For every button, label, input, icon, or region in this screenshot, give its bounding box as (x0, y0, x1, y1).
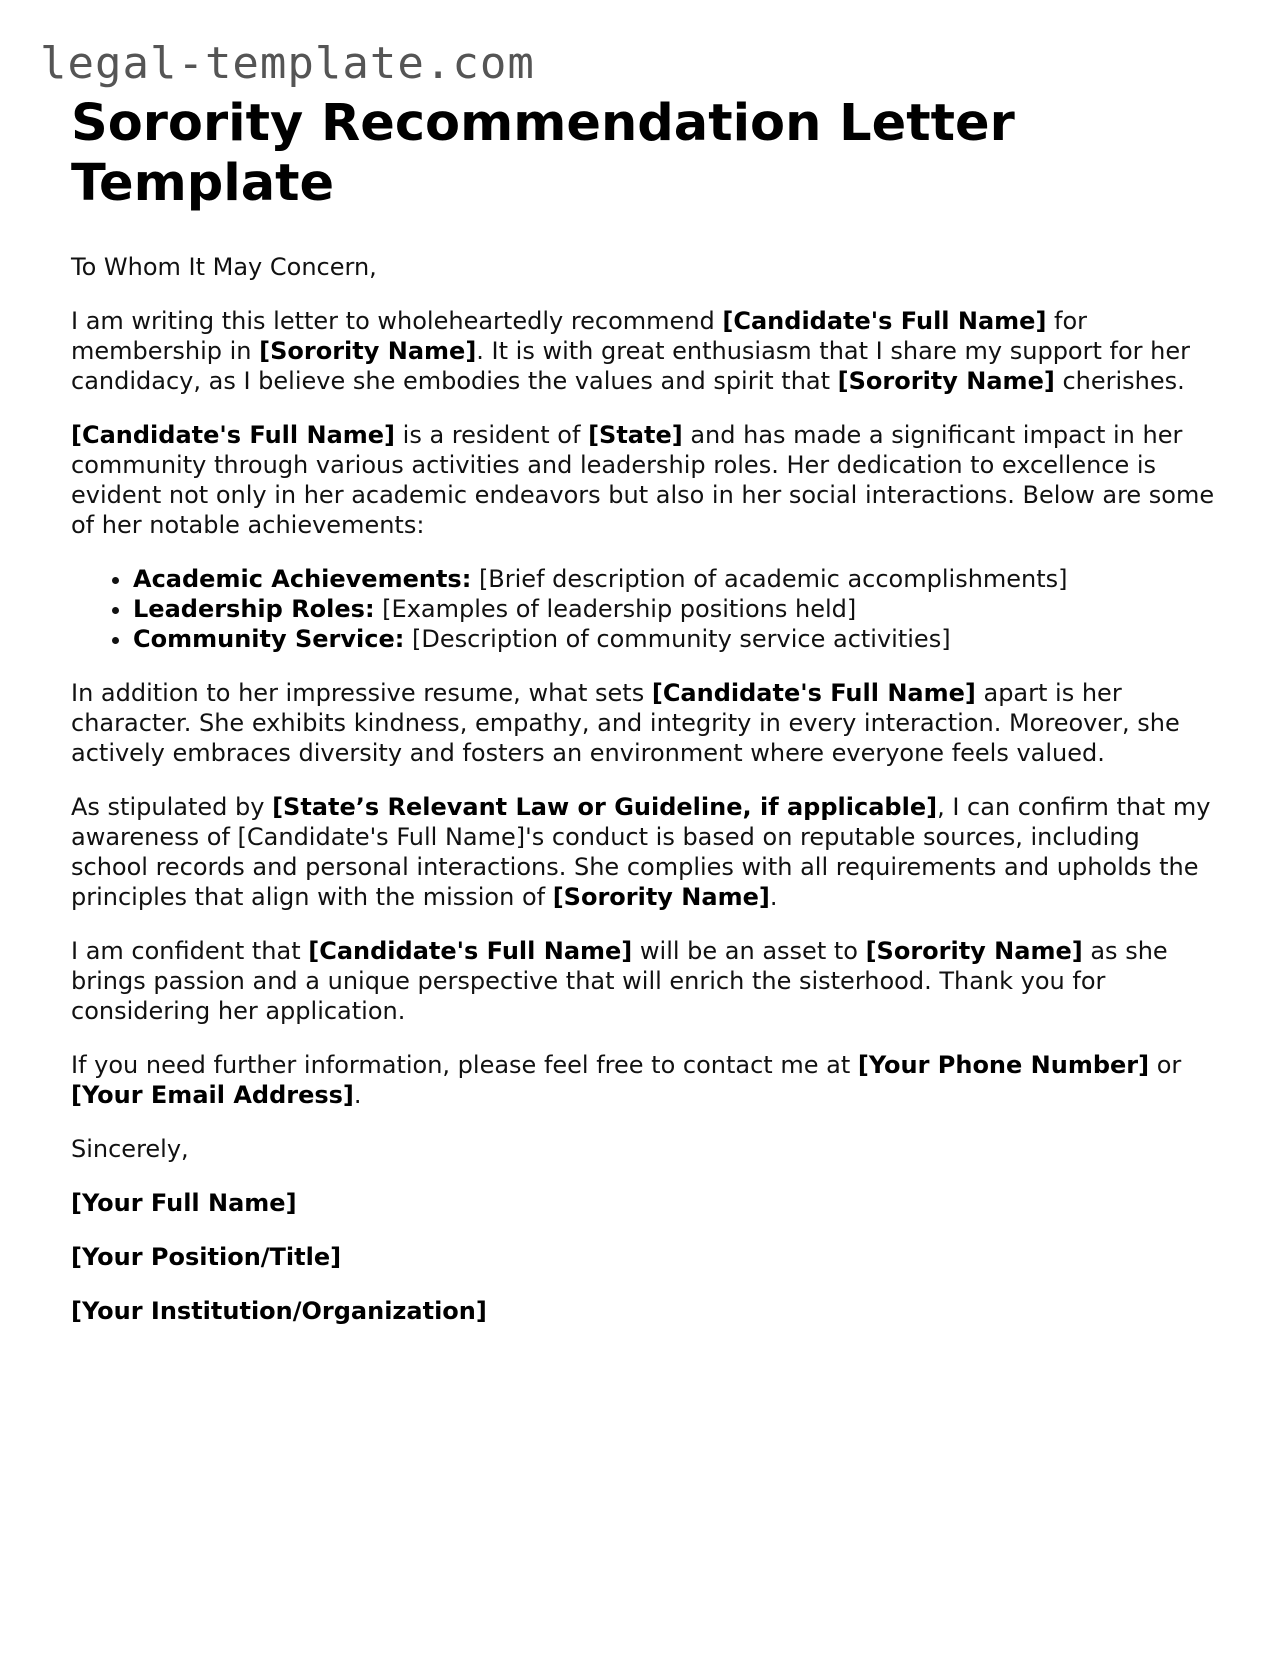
achievements-list (71, 564, 1221, 654)
text: If you need further information, please feel free to contact me at (71, 1051, 858, 1079)
placeholder-candidate-name: [Candidate's Full Name] (651, 679, 976, 707)
signature-position (71, 1242, 1221, 1272)
placeholder-institution: [Your Institution/Organization] (71, 1297, 487, 1325)
text: and has made a significant impact in her community through various activities and leadership roles. Her dedication to excellence is evident not only in her academic endeavors but also in her social interactions. Below are some of her notable achievements: (71, 421, 1215, 539)
placeholder-position: [Your Position/Title] (71, 1243, 342, 1271)
text: apart is her character. She exhibits kindness, empathy, and integrity in every interaction. Moreover, she actively embraces diversity and fosters an environment where everyone feels valued. (71, 679, 1180, 767)
achievement-text: [Examples of leadership positions held] (374, 595, 857, 623)
list-item (133, 624, 1221, 654)
achievement-label: Community Service: (133, 625, 405, 653)
placeholder-candidate-name: [Candidate's Full Name] (308, 937, 633, 965)
letter-document (71, 94, 1221, 1350)
text: as she brings passion and a unique perspective that will enrich the sisterhood. Thank you for considering her application. (71, 937, 1168, 1025)
text: is a resident of (395, 421, 589, 449)
signoff-block (71, 1134, 1221, 1326)
text: or (1149, 1051, 1182, 1079)
placeholder-candidate-name: [Candidate's Full Name] (722, 307, 1047, 335)
site-watermark: legal-template.com (40, 38, 535, 89)
placeholder-phone: [Your Phone Number] (857, 1051, 1150, 1079)
placeholder-sorority-name: [Sorority Name] (865, 937, 1083, 965)
placeholder-sorority-name: [Sorority Name] (259, 337, 477, 365)
placeholder-sorority-name: [Sorority Name] (837, 367, 1055, 395)
paragraph-character (71, 678, 1221, 768)
placeholder-full-name: [Your Full Name] (71, 1189, 297, 1217)
paragraph-contact (71, 1050, 1221, 1110)
placeholder-state: [State] (588, 421, 683, 449)
text: . (769, 883, 778, 911)
text: , I can confirm that my awareness of [Candidate's Full Name]'s conduct is based on reputable sources, including school records and personal interactions. She complies with all requirements and upholds the principles that align with the mission of (71, 793, 1211, 911)
text: for membership in (71, 307, 1088, 365)
text: In addition to her impressive resume, what sets (71, 679, 652, 707)
achievement-label: Leadership Roles: (133, 595, 375, 623)
paragraph-legal (71, 792, 1221, 912)
paragraph-confidence (71, 936, 1221, 1026)
placeholder-sorority-name: [Sorority Name] (552, 883, 770, 911)
text: As stipulated by (71, 793, 273, 821)
text: I am confident that (71, 937, 309, 965)
achievement-label: Academic Achievements: (133, 565, 472, 593)
text: . (353, 1081, 362, 1109)
paragraph-recommendation (71, 306, 1221, 396)
placeholder-email: [Your Email Address] (71, 1081, 354, 1109)
closing: Sincerely, (71, 1135, 189, 1163)
text: I am writing this letter to wholeheartedly recommend (71, 307, 723, 335)
list-item (133, 564, 1221, 594)
signature-name (71, 1188, 1221, 1218)
placeholder-state-law: [State’s Relevant Law or Guideline, if applicable] (272, 793, 938, 821)
paragraph-background (71, 420, 1221, 540)
list-item (133, 594, 1221, 624)
achievement-text: [Brief description of academic accomplishments] (471, 565, 1068, 593)
page-title: Sorority Recommendation Letter Template (71, 94, 1015, 213)
placeholder-candidate-name: [Candidate's Full Name] (71, 421, 396, 449)
text: will be an asset to (632, 937, 866, 965)
achievement-text: [Description of community service activities] (404, 625, 951, 653)
signature-institution (71, 1296, 1221, 1326)
text: cherishes. (1054, 367, 1185, 395)
salutation: To Whom It May Concern, (71, 253, 377, 281)
text: . It is with great enthusiasm that I share my support for her candidacy, as I believe she embodies the values and spirit that (71, 337, 1190, 395)
